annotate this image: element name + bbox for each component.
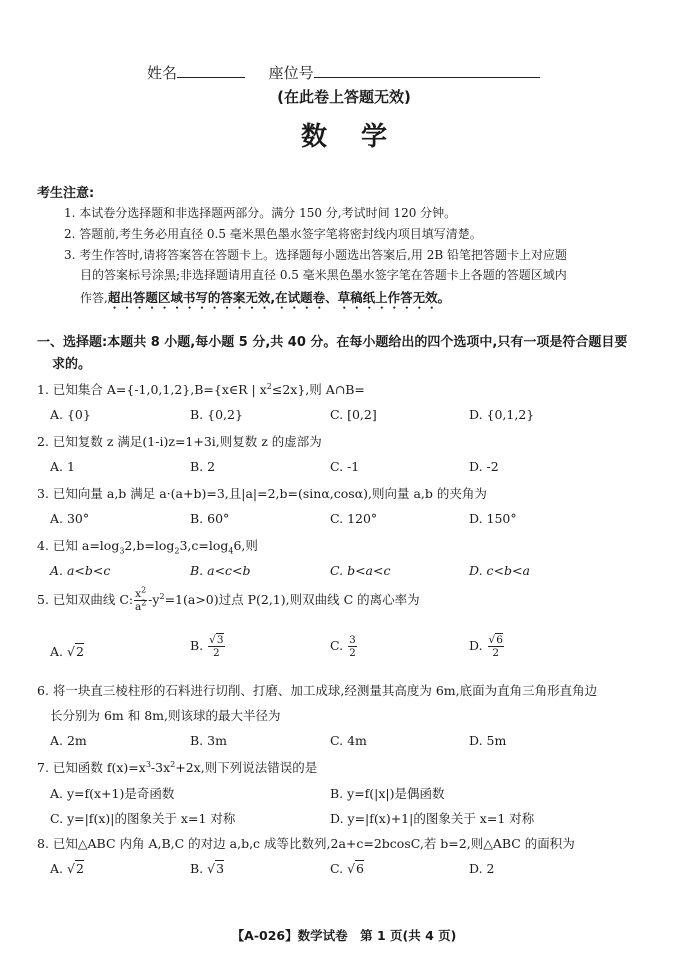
notice-item-3-prefix: 作答, [80,291,108,305]
q2-option-c: C. -1 [330,459,360,474]
q6-option-c: C. 4m [330,733,367,748]
question-6-stem-line-2: 长分别为 6m 和 8m,则该球的最大半径为 [50,708,281,723]
q7-option-a: A. y=f(x+1)是奇函数 [50,786,175,801]
q8-option-b: B. √3 [190,861,225,876]
q3-option-d: D. 150° [469,511,517,526]
q3-option-c: C. 120° [330,511,378,526]
q8-option-c: C. √6 [330,861,364,876]
question-8-stem: 8. 已知△ABC 内角 A,B,C 的对边 a,b,c 成等比数列,2a+c=2bcosC,若 b=2,则△ABC 的面积为 [37,836,575,851]
question-5-stem: 5. 已知双曲线 C: $\frac{x^2}{a^2}$ $-y^2=1(a>0)$过点 P(2,1),则双曲线 C 的离心率为 [37,585,420,613]
q6-option-a: A. 2m [50,733,87,748]
q3-option-a: A. 30° [50,511,90,526]
q3-option-b: B. 60° [190,511,230,526]
q2-option-a: A. 1 [50,459,75,474]
q4-option-c: C. b<a<c [330,563,391,578]
notice-emphasis: 超出答题区域书写的答案无效,在试题卷、草稿纸上作答无效。 [107,290,451,305]
question-4-stem: 4. 已知 $a=\log_32,b=\log_23,c=\log_46$,则 [37,538,258,556]
question-7-stem: 7. 已知函数 $f(x)=x^3-3x^2+2x$,则下列说法错误的是 [37,759,318,775]
q5-option-b: B. $\frac{√3}{2}$ [190,634,224,659]
q1-option-b: B. {0,2} [190,407,243,422]
q7-option-b: B. y=f(|x|)是偶函数 [330,786,445,801]
question-2-stem: 2. 已知复数 z 满足(1-i)z=1+3i,则复数 z 的虚部为 [37,434,322,449]
q6-option-d: D. 5m [469,733,507,748]
notice-heading: 考生注意: [37,186,95,201]
q7-option-c: C. y=|f(x)|的图象关于 x=1 对称 [50,811,236,826]
section-heading: 一、选择题:本题共 8 小题,每小题 5 分,共 40 分。在每小题给出的四个选项中,只有一项是符合题目要 [37,335,628,350]
name-blank [177,63,245,78]
q5-hyperbola-fraction: $\frac{x^2}{a^2}$ [134,585,147,613]
notice-item-3-line-2: 目的答案标号涂黑;非选择题请用直径 0.5 毫米黑色墨水签字笔在答题卡上各题的答题区域内 [80,268,567,282]
q1-option-c: C. [0,2] [330,407,377,422]
notice-item-2: 2. 答题前,考生务必用直径 0.5 毫米黑色墨水签字笔将密封线内项目填写清楚。 [64,227,482,241]
notice-item-3: 3. 考生作答时,请将答案答在答题卡上。选择题每小题选出答案后,用 2B 铅笔把答题卡上对应题 [64,248,567,262]
seat-blank [314,63,540,78]
invalid-answer-note: (在此卷上答题无效) [277,88,411,106]
name-label: 姓名 [147,64,178,82]
candidate-info-line [147,62,540,83]
q6-option-b: B. 3m [190,733,227,748]
q8-option-a: A. √2 [50,861,84,876]
question-1-stem: 1. 已知集合 A={-1,0,1,2},B={x∈R | $x^2\le 2x$},则 A∩B= [37,381,365,397]
q5-option-a: A. √2 [50,644,84,659]
question-3-stem: 3. 已知向量 a,b 满足 a·(a+b)=3,且|a|=2,b=(sinα,cosα),则向量 a,b 的夹角为 [37,486,487,501]
section-heading-line-2: 求的。 [52,357,92,372]
q4-option-d: D. c<b<a [469,563,530,578]
q2-option-d: D. -2 [469,459,499,474]
q7-option-d: D. y=|f(x)+1|的图象关于 x=1 对称 [330,811,535,826]
q1-option-d: D. {0,1,2} [469,407,535,422]
q4-option-a: A. a<b<c [50,563,111,578]
notice-item-3-line-3 [80,288,450,312]
q2-option-b: B. 2 [190,459,216,474]
question-6-stem: 6. 将一块直三棱柱形的石料进行切削、打磨、加工成球,经测量其高度为 6m,底面为直角三角形直角边 [37,683,598,698]
q5-option-d: D. $\frac{√6}{2}$ [469,634,503,659]
q8-option-d: D. 2 [469,861,495,876]
notice-item-1: 1. 本试卷分选择题和非选择题两部分。满分 150 分,考试时间 120 分钟。 [64,206,457,220]
q5-option-c: C. $\frac{3}{2}$ [330,634,356,659]
page-footer: 【A-026】数学试卷 第 1 页(共 4 页) [231,928,457,943]
q4-option-b: B. a<c<b [190,563,251,578]
seat-label: 座位号 [268,64,314,82]
q1-option-a: A. {0} [50,407,91,422]
page-title: 数学 [300,122,421,152]
